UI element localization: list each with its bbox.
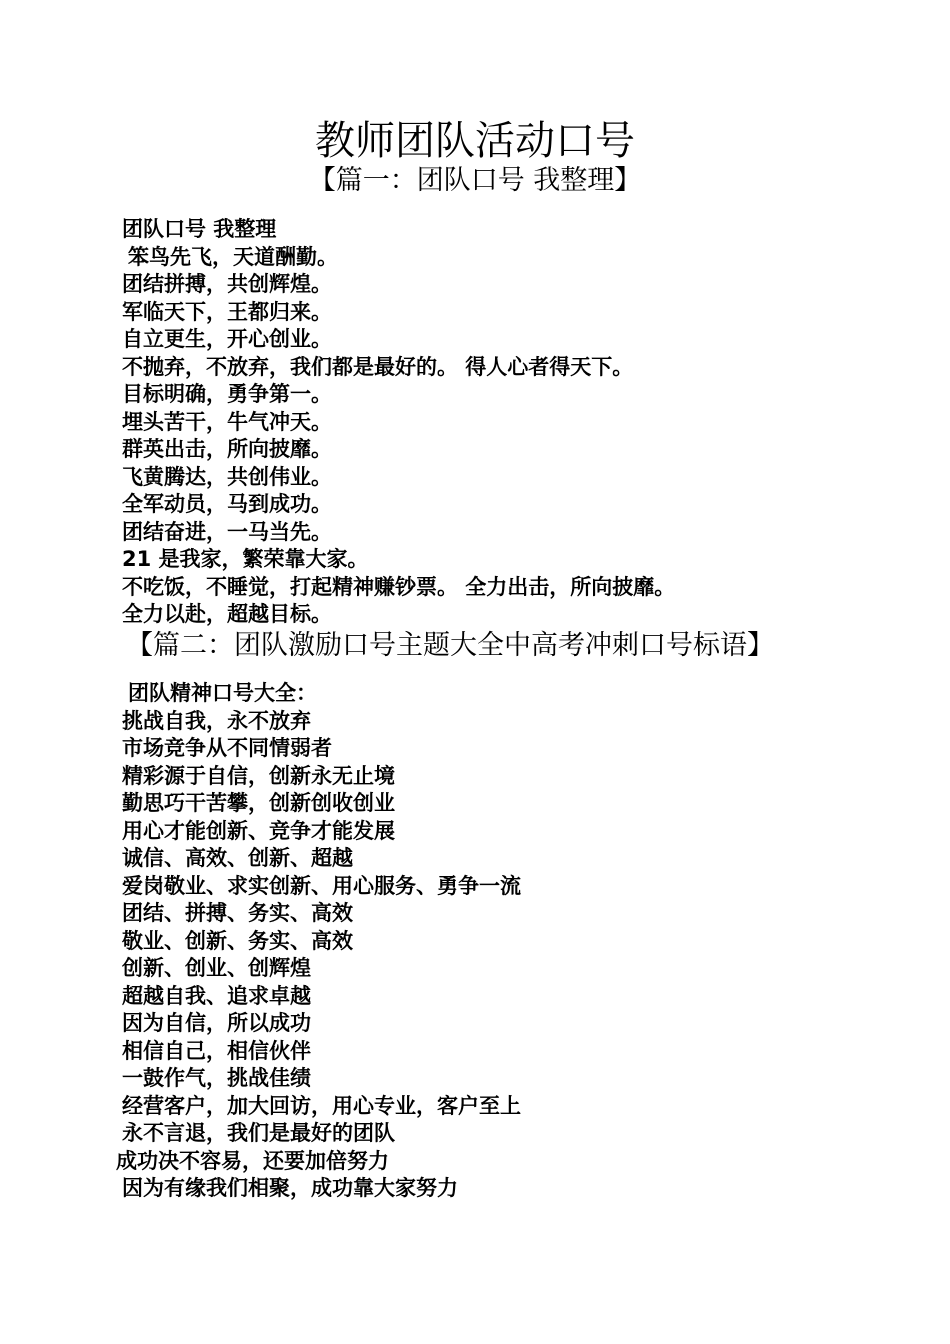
list-item: 全力以赴，超越目标。 [122, 602, 332, 626]
list-item: 目标明确，勇争第一。 [122, 382, 332, 406]
list-item: 自立更生，开心创业。 [122, 327, 332, 351]
list-item: 不吃饭，不睡觉，打起精神赚钞票。 全力出击，所向披靡。 [122, 574, 676, 599]
list-item: 精彩源于自信，创新永无止境 [122, 763, 395, 788]
list-item: 敬业、创新、务实、高效 [122, 928, 353, 953]
section2-heading: 【篇二：团队激励口号主题大全中高考冲刺口号标语】 [126, 630, 774, 661]
list-item: 成功决不容易，还要加倍努力 [116, 1148, 389, 1173]
list-item: 永不言退，我们是最好的团队 [122, 1121, 395, 1145]
document-title: 教师团队活动口号 [315, 118, 635, 164]
list-item: 不抛弃，不放弃，我们都是最好的。 得人心者得天下。 [122, 354, 634, 379]
list-item: 市场竞争从不同情弱者 [122, 736, 332, 760]
list-item: 团队口号 我整理 [122, 217, 277, 241]
list-item: 团结奋进，一马当先。 [122, 519, 332, 544]
list-item: 爱岗敬业、求实创新、用心服务、勇争一流 [122, 873, 521, 898]
list-item: 笨鸟先飞，天道酬勤。 [128, 244, 338, 269]
section2-list [116, 680, 521, 1203]
list-item: 超越自我、追求卓越 [122, 983, 311, 1008]
list-item: 一鼓作气，挑战佳绩 [122, 1066, 311, 1090]
list-item: 军临天下，王都归来。 [122, 299, 332, 324]
list-item: 诚信、高效、创新、超越 [122, 846, 353, 870]
list-item: 团结、拼搏、务实、高效 [122, 901, 353, 925]
list-item: 飞黄腾达，共创伟业。 [122, 464, 332, 489]
list-item: 挑战自我，永不放弃 [122, 708, 311, 733]
list-item: 21 是我家，繁荣靠大家。 [122, 547, 369, 571]
section1-list [122, 216, 675, 629]
list-item: 全军动员，马到成功。 [122, 492, 332, 516]
list-item: 用心才能创新、竞争才能发展 [122, 818, 395, 843]
list-item: 团结拼搏，共创辉煌。 [122, 272, 332, 296]
list-item: 勤思巧干苦攀，创新创收创业 [122, 791, 395, 815]
list-item: 因为有缘我们相聚，成功靠大家努力 [122, 1176, 458, 1200]
list-item: 因为自信，所以成功 [122, 1011, 311, 1035]
list-item: 创新、创业、创辉煌 [122, 956, 311, 980]
list-item: 群英出击，所向披靡。 [122, 437, 332, 461]
list-item: 团队精神口号大全： [128, 681, 317, 705]
list-item: 相信自己，相信伙伴 [122, 1038, 311, 1063]
section1-heading: 【篇一：团队口号 我整理】 [308, 165, 642, 196]
list-item: 埋头苦干，牛气冲天。 [122, 409, 332, 434]
list-item: 经营客户，加大回访，用心专业，客户至上 [122, 1093, 521, 1118]
